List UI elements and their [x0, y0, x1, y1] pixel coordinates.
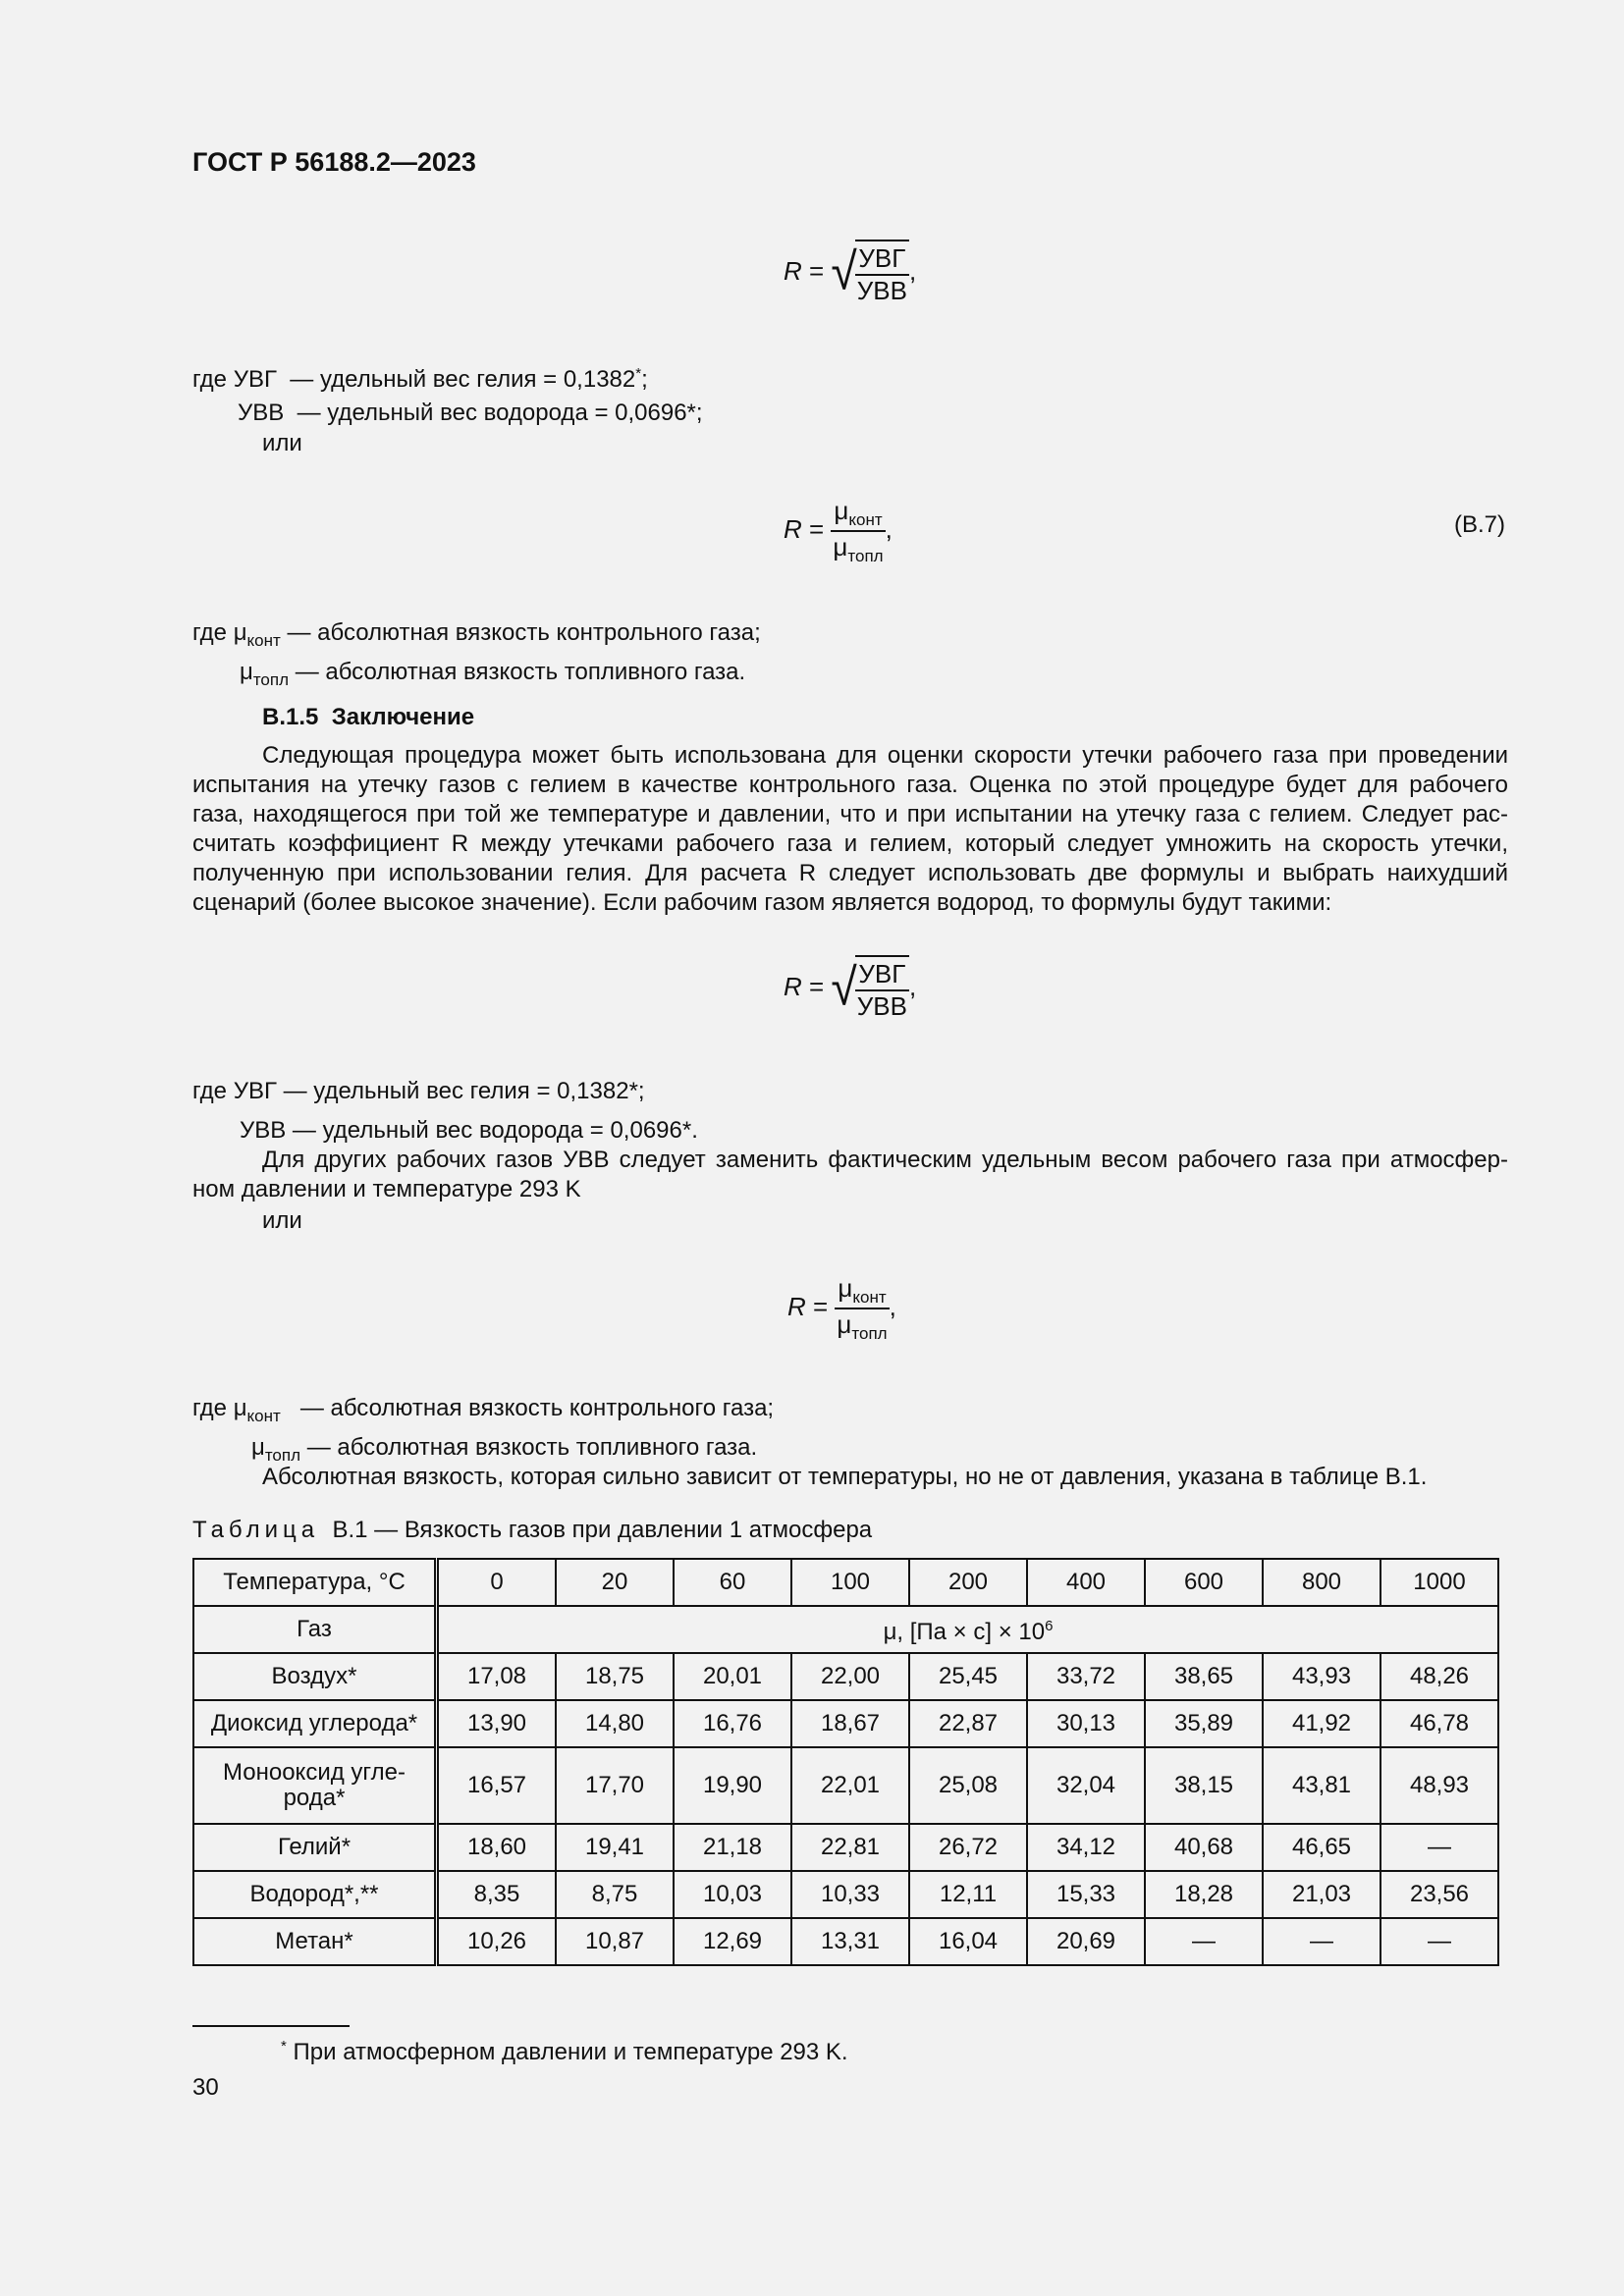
viscosity-cell: 14,80 — [556, 1700, 674, 1747]
viscosity-cell: 21,03 — [1263, 1871, 1380, 1918]
viscosity-cell: 8,75 — [556, 1871, 674, 1918]
gas-name-cell: Диоксид углерода* — [193, 1700, 437, 1747]
table-header-row — [193, 1559, 1498, 1606]
viscosity-cell: 18,67 — [791, 1700, 909, 1747]
viscosity-cell: 46,65 — [1263, 1824, 1380, 1871]
viscosity-cell: 12,11 — [909, 1871, 1027, 1918]
temp-cell: 400 — [1027, 1559, 1145, 1606]
temp-cell: 100 — [791, 1559, 909, 1606]
viscosity-cell: 10,03 — [674, 1871, 791, 1918]
formula-sqrt-1: R = √ $\frac{\text{УВГ}}{\text{УВВ}}$ , — [784, 240, 916, 306]
table-row — [193, 1918, 1498, 1965]
viscosity-cell: 17,08 — [437, 1653, 557, 1700]
viscosity-cell: 21,18 — [674, 1824, 791, 1871]
viscosity-cell: 8,35 — [437, 1871, 557, 1918]
definition-uvg-1: где УВГ — удельный вес гелия = 0,1382*; — [192, 365, 648, 393]
definition-mu-kont-1: где $\mu_{конт}$ — абсолютная вязкость контрольного газа; — [192, 619, 761, 650]
viscosity-cell: 22,87 — [909, 1700, 1027, 1747]
viscosity-cell: 19,41 — [556, 1824, 674, 1871]
viscosity-cell: 34,12 — [1027, 1824, 1145, 1871]
viscosity-cell: 25,08 — [909, 1747, 1027, 1824]
viscosity-cell: 19,90 — [674, 1747, 791, 1824]
temp-cell: 800 — [1263, 1559, 1380, 1606]
viscosity-cell: 33,72 — [1027, 1653, 1145, 1700]
viscosity-cell: 16,57 — [437, 1747, 557, 1824]
viscosity-cell: 13,31 — [791, 1918, 909, 1965]
gas-name-cell: Воздух* — [193, 1653, 437, 1700]
temperature-header: Температура, °С — [193, 1559, 437, 1606]
definition-uvg-2: где УВГ — удельный вес гелия = 0,1382*; — [192, 1078, 645, 1104]
viscosity-cell: 16,04 — [909, 1918, 1027, 1965]
gas-name-cell: Гелий* — [193, 1824, 437, 1871]
equation-label: (В.7) — [1454, 511, 1506, 538]
temp-cell: 1000 — [1380, 1559, 1498, 1606]
viscosity-cell: — — [1145, 1918, 1263, 1965]
formula-sqrt-2: R = √ $\frac{\text{УВГ}}{\text{УВВ}}$ , — [784, 955, 916, 1022]
temp-cell: 0 — [437, 1559, 557, 1606]
table-unit-row — [193, 1606, 1498, 1653]
viscosity-cell: 35,89 — [1145, 1700, 1263, 1747]
viscosity-table — [192, 1558, 1499, 1966]
viscosity-cell: 18,60 — [437, 1824, 557, 1871]
viscosity-cell: 20,01 — [674, 1653, 791, 1700]
definition-mu-topl-2: $\mu_{топл}$ — абсолютная вязкость топливного газа. — [251, 1434, 758, 1465]
viscosity-cell: 30,13 — [1027, 1700, 1145, 1747]
viscosity-cell: 16,76 — [674, 1700, 791, 1747]
viscosity-cell: 48,93 — [1380, 1747, 1498, 1824]
temp-cell: 200 — [909, 1559, 1027, 1606]
definition-mu-kont-2: где $\mu_{конт}$ — абсолютная вязкость контрольного газа; — [192, 1395, 775, 1425]
viscosity-cell: 22,00 — [791, 1653, 909, 1700]
viscosity-cell: 10,26 — [437, 1918, 557, 1965]
definition-mu-topl-1: $\mu_{топл}$ — абсолютная вязкость топливного газа. — [240, 659, 746, 689]
gas-header: Газ — [193, 1606, 437, 1653]
formula-mu-1: R = $\frac{\mu_{конт}}{\mu_{топл}}$ , — [784, 496, 893, 565]
viscosity-cell: 38,65 — [1145, 1653, 1263, 1700]
viscosity-cell: 26,72 — [909, 1824, 1027, 1871]
table-row — [193, 1824, 1498, 1871]
viscosity-cell: 41,92 — [1263, 1700, 1380, 1747]
viscosity-cell: 18,75 — [556, 1653, 674, 1700]
viscosity-cell: 18,28 — [1145, 1871, 1263, 1918]
paragraph-other-gases: Для других рабочих газов УВВ следует заменить фактическим удельным весом рабочего газа при атмосфер- ном давлении и температуре 293 K — [192, 1147, 1508, 1202]
or-text-1: или — [262, 430, 302, 456]
unit-header: μ, $[Па \times с] \times 10^6$ — [437, 1606, 1499, 1653]
table-row — [193, 1700, 1498, 1747]
gas-name-cell: Метан* — [193, 1918, 437, 1965]
viscosity-cell: 40,68 — [1145, 1824, 1263, 1871]
viscosity-cell: 32,04 — [1027, 1747, 1145, 1824]
viscosity-cell: 20,69 — [1027, 1918, 1145, 1965]
viscosity-cell: 10,87 — [556, 1918, 674, 1965]
absolute-viscosity-note: Абсолютная вязкость, которая сильно зависит от температуры, но не от давления, указана в таблице В.1. — [262, 1464, 1428, 1490]
viscosity-cell: 22,01 — [791, 1747, 909, 1824]
viscosity-cell: 43,81 — [1263, 1747, 1380, 1824]
page-number: 30 — [192, 2074, 219, 2101]
viscosity-cell: 25,45 — [909, 1653, 1027, 1700]
viscosity-cell: 15,33 — [1027, 1871, 1145, 1918]
table-row — [193, 1871, 1498, 1918]
footnote: * При атмосферном давлении и температуре 293 K. — [281, 2038, 848, 2065]
viscosity-cell: 38,15 — [1145, 1747, 1263, 1824]
gas-name-cell: Водород*,** — [193, 1871, 437, 1918]
viscosity-cell: 17,70 — [556, 1747, 674, 1824]
viscosity-cell: 23,56 — [1380, 1871, 1498, 1918]
section-heading: В.1.5 Заключение — [262, 704, 475, 730]
temp-cell: 60 — [674, 1559, 791, 1606]
viscosity-cell: 13,90 — [437, 1700, 557, 1747]
viscosity-cell: 22,81 — [791, 1824, 909, 1871]
gas-name-cell: Монооксид угле- рода* — [193, 1747, 437, 1824]
table-row — [193, 1747, 1498, 1824]
table-caption: Таблица В.1 — Вязкость газов при давлении 1 атмосфера — [192, 1517, 873, 1543]
viscosity-cell: 10,33 — [791, 1871, 909, 1918]
viscosity-cell: 43,93 — [1263, 1653, 1380, 1700]
footnote-separator — [192, 2025, 350, 2027]
temp-cell: 600 — [1145, 1559, 1263, 1606]
temp-cell: 20 — [556, 1559, 674, 1606]
viscosity-cell: 48,26 — [1380, 1653, 1498, 1700]
definition-uvv-1: УВВ — удельный вес водорода = 0,0696*; — [238, 400, 703, 426]
viscosity-cell: 46,78 — [1380, 1700, 1498, 1747]
viscosity-cell: — — [1263, 1918, 1380, 1965]
definition-uvv-2: УВВ — удельный вес водорода = 0,0696*. — [240, 1117, 698, 1144]
formula-mu-2: R = $\frac{\mu_{конт}}{\mu_{топл}}$ , — [787, 1273, 896, 1343]
or-text-2: или — [262, 1207, 302, 1234]
paragraph-conclusion: Следующая процедура может быть использована для оценки скорости утечки рабочего газа при проведении испытания на утечку газов с гелием в качестве контрольного газа. Оценка по этой процедуре будет для рабочего газа, находящегося при той же температуре и давлении, что и при испытании на утечку газа с гелием. Следует рас- считать коэффициент R между утечками рабочего газа и гелием, который следует умножить на скорость утечки, полученную при использовании гелия. Для расчета R следует использовать две формулы и выбрать наихудший сценарий (более высокое значение). Если рабочим газом является водород, то формулы будут такими: — [192, 742, 1508, 916]
viscosity-cell: — — [1380, 1918, 1498, 1965]
viscosity-cell: — — [1380, 1824, 1498, 1871]
table-row — [193, 1653, 1498, 1700]
document-header: ГОСТ Р 56188.2—2023 — [192, 147, 476, 177]
viscosity-cell: 12,69 — [674, 1918, 791, 1965]
